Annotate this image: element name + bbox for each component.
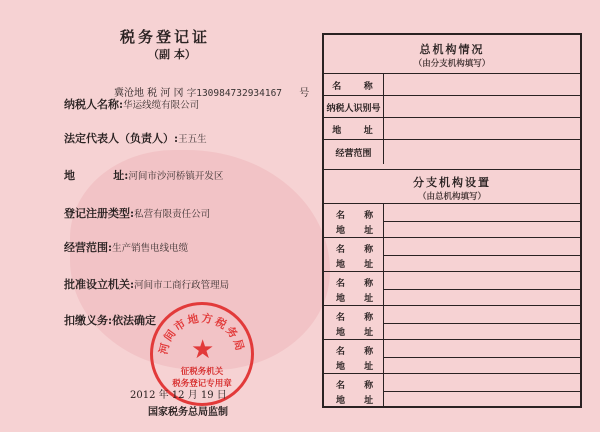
branch-name-label: 名 称 [336,211,382,221]
doc-serial: 字130984732934167 [186,88,283,99]
row-label: 地 址 [324,118,384,140]
supervisor-text: 国家税务总局监制 [148,407,228,418]
branch-divider [384,221,580,222]
field-value: 河间市沙河桥镇开发区 [128,171,224,182]
branches-header [324,169,580,202]
field-value: 河间市工商行政管理局 [134,280,230,291]
branch-entry-5 [324,339,580,374]
field-approving-authority [64,276,229,292]
row-label: 纳税人识别号 [324,96,384,118]
branch-entry-6 [324,373,580,407]
branch-divider [384,391,580,392]
field-value: 华运线缆有限公司 [123,100,200,111]
row-label: 经营范围 [324,140,384,164]
head-office-header [324,41,580,69]
branch-address-label: 地 址 [336,226,382,236]
branch-divider [384,255,580,256]
field-label: 经营范围: [64,241,113,254]
branch-entry-2 [324,237,580,272]
branch-address-label: 地 址 [336,260,382,270]
certificate-title: 税务登记证 [120,28,211,46]
field-label: 纳税人名称: [64,98,124,111]
branch-name-label: 名 称 [336,313,382,323]
branch-label-cell [324,340,384,374]
right-info-table [322,33,582,408]
row-label: 名 称 [324,74,384,96]
doc-prefix: 冀沧地 税 河 冈 [114,88,184,99]
seal-top-text: 河间市地方税务局 [156,311,247,356]
head-office-row-scope [324,139,580,164]
seal-star-icon: ★ [191,335,215,365]
field-label: 法定代表人（负责人）: [64,132,179,145]
branch-entry-4 [324,305,580,340]
field-value: 依法确定 [112,314,157,327]
field-legal-representative [64,130,207,146]
field-label: 登记注册类型: [64,207,135,220]
field-withholding-obligation [64,312,156,328]
branch-label-cell [324,272,384,306]
branch-divider [384,289,580,290]
branch-entry-1 [324,203,580,238]
head-office-row-tax-id [324,95,580,118]
head-office-row-address [324,117,580,140]
branches-title: 分支机构设置 [413,176,491,189]
field-taxpayer-name [64,96,199,112]
field-value: 生产销售电线电缆 [112,243,189,254]
seal-line-1: 征税务机关 [180,367,224,377]
certificate-subtitle: （副 本） [148,48,196,61]
branches-note: （由总机构填写） [417,192,486,202]
field-label: 批准设立机关: [64,278,135,291]
head-office-note: （由分支机构填写） [413,59,491,69]
field-label: 地 址: [64,169,129,182]
doc-suffix: 号 [299,88,310,99]
branch-name-label: 名 称 [336,245,382,255]
branch-label-cell [324,306,384,340]
branch-address-label: 地 址 [336,328,382,338]
issue-date: 2012 年 12 月 19 日 [130,390,227,401]
branch-name-label: 名 称 [336,381,382,391]
branch-label-cell [324,204,384,238]
branch-name-label: 名 称 [336,279,382,289]
branch-divider [384,323,580,324]
head-office-title: 总机构情况 [419,43,485,56]
field-value: 私营有限责任公司 [134,209,211,220]
branch-address-label: 地 址 [336,362,382,372]
branch-label-cell [324,374,384,407]
head-office-row-name [324,73,580,96]
branch-name-label: 名 称 [336,347,382,357]
field-label: 扣缴义务: [64,314,113,327]
branch-entry-3 [324,271,580,306]
branch-divider [384,357,580,358]
branch-address-label: 地 址 [336,294,382,304]
branch-label-cell [324,238,384,272]
branch-address-label: 地 址 [336,396,382,406]
field-registration-type [64,205,210,221]
seal-line-2: 税务登记专用章 [172,379,232,389]
field-value: 王五生 [178,134,207,145]
field-business-scope [64,239,188,255]
field-address [64,167,223,183]
